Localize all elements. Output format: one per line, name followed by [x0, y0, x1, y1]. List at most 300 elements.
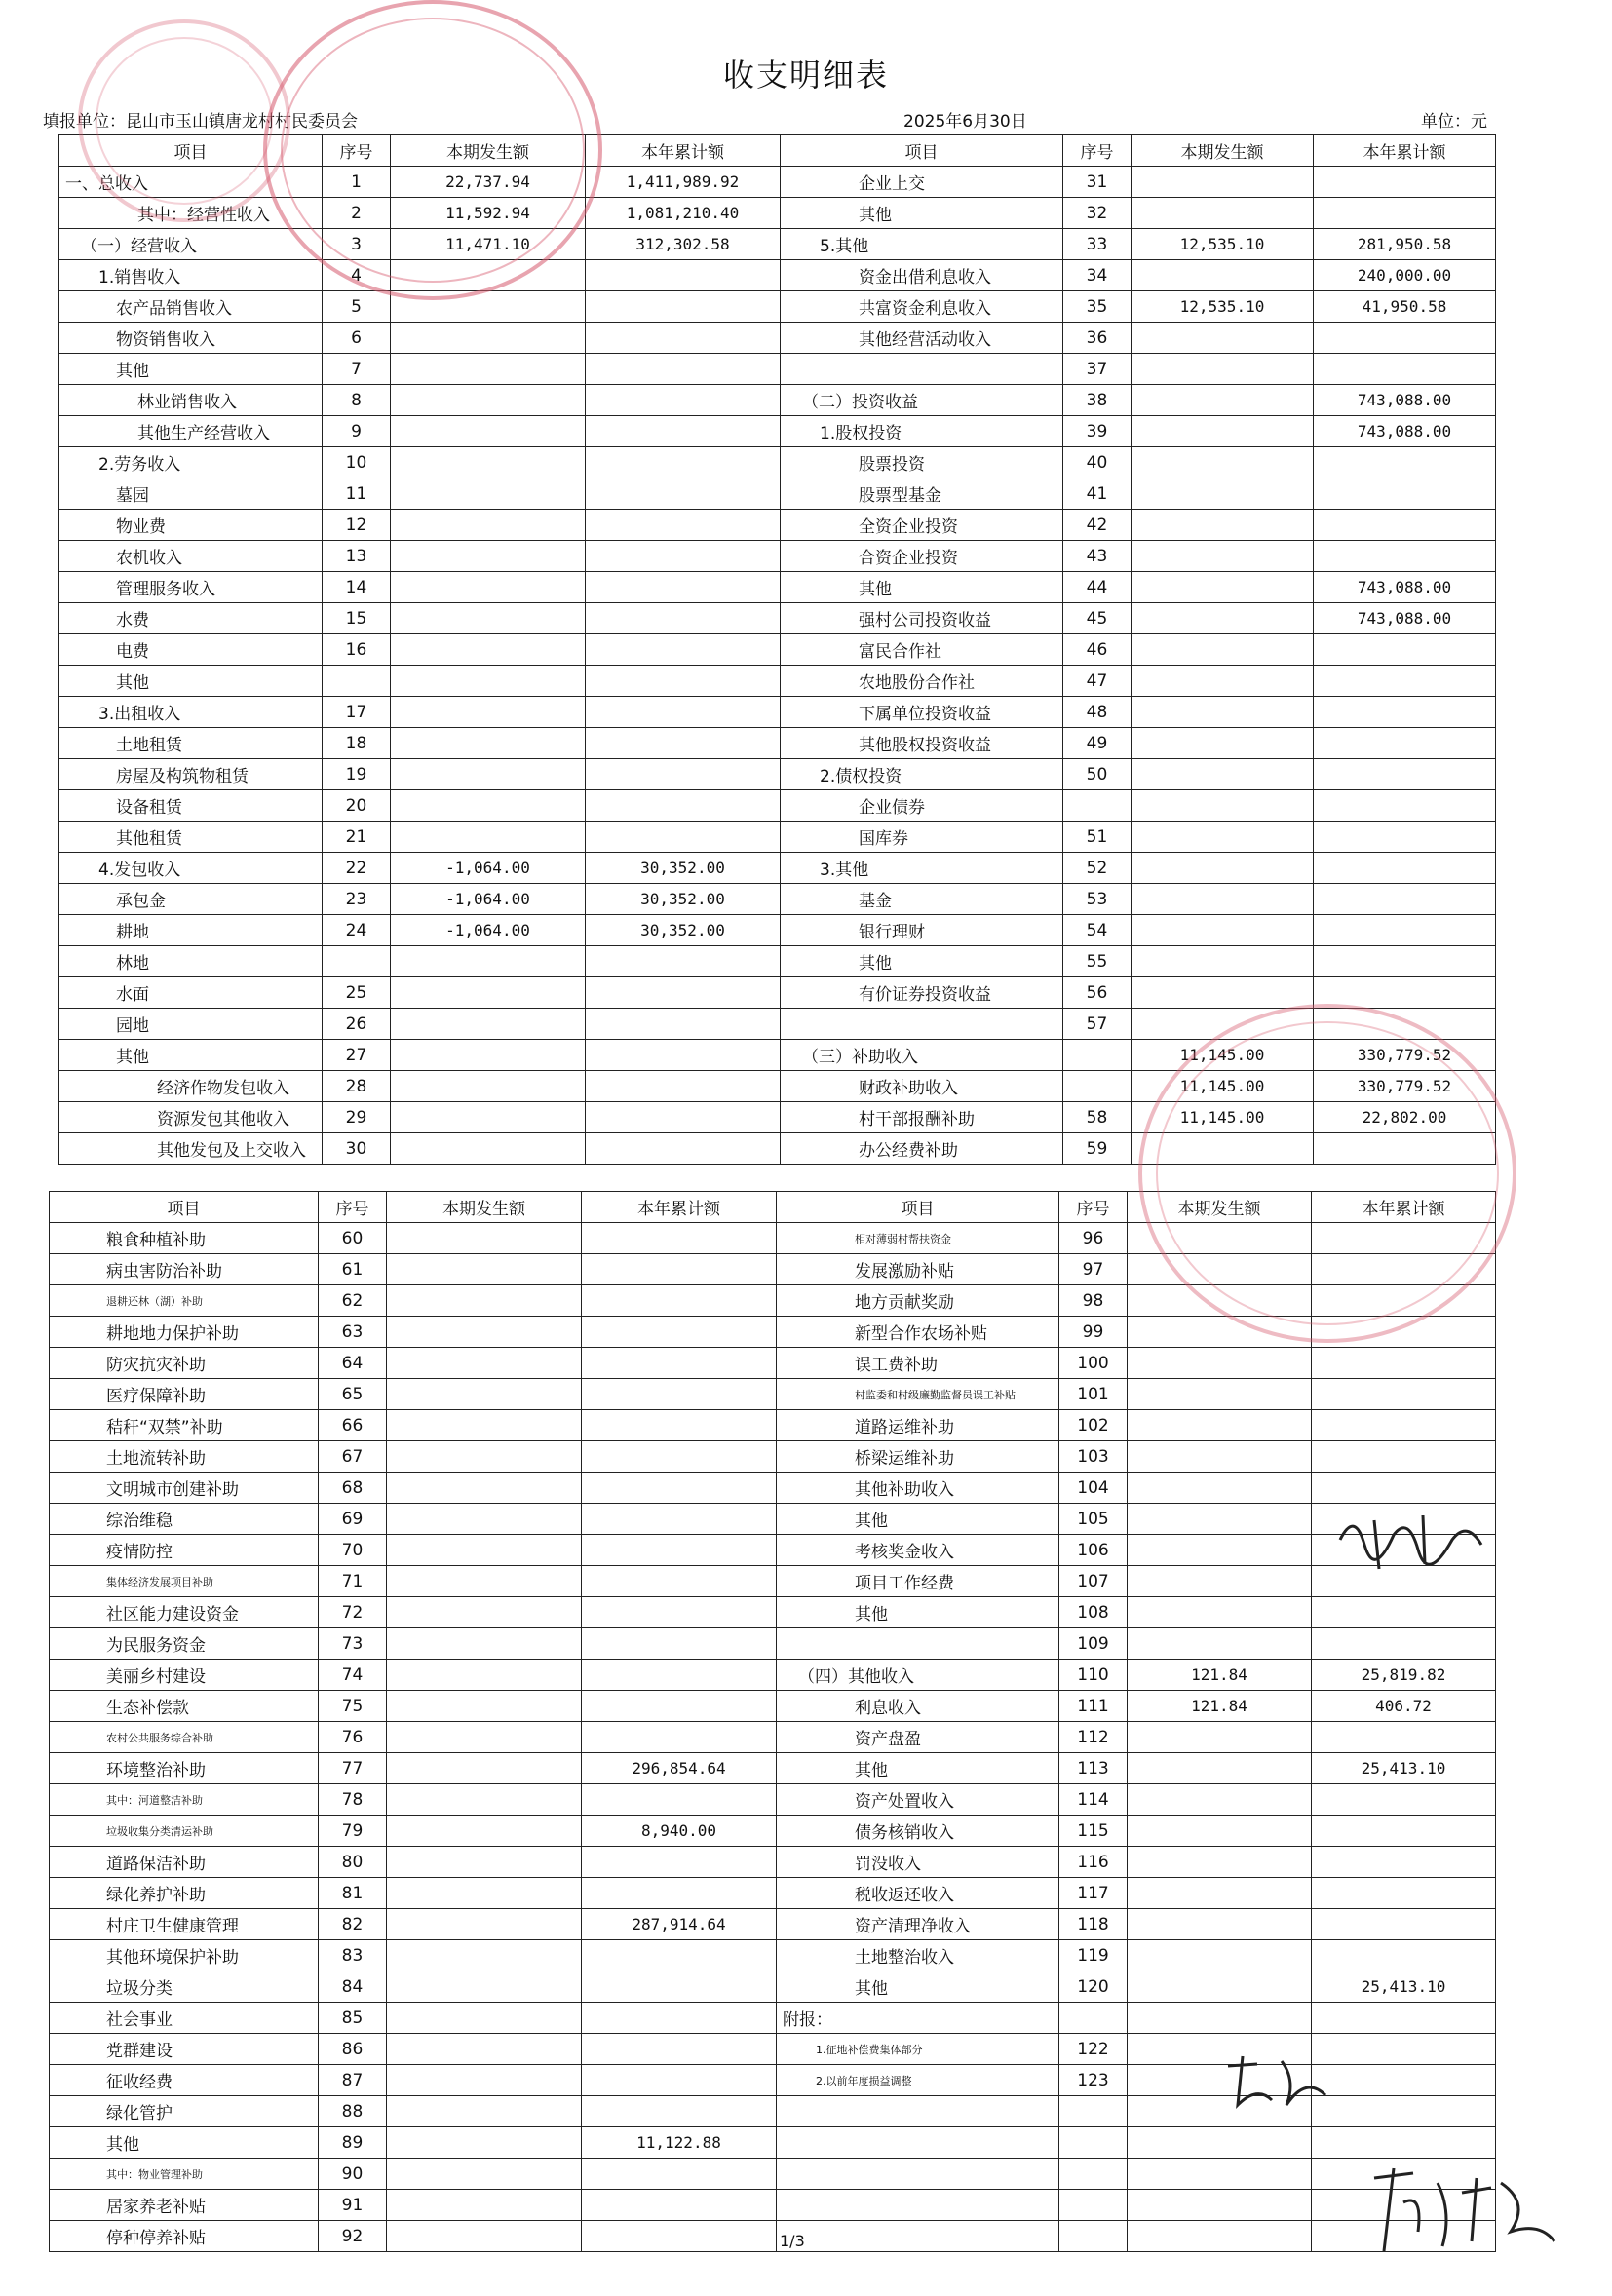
cell-l-seq: 60 — [319, 1223, 387, 1254]
cell-l-item: 党群建设 — [50, 2034, 319, 2065]
cell-r-seq: 119 — [1059, 1940, 1128, 1971]
cell-r-item: 利息收入 — [777, 1691, 1059, 1722]
table-row — [59, 354, 1496, 385]
table-row — [59, 198, 1496, 229]
table-row — [59, 447, 1496, 478]
cell-l-ytd — [582, 1784, 777, 1816]
table-row — [50, 1971, 1496, 2003]
cell-l-seq: 86 — [319, 2034, 387, 2065]
cell-r-period: 121.84 — [1128, 1691, 1312, 1722]
cell-r-seq: 104 — [1059, 1473, 1128, 1504]
cell-l-item: 水面 — [59, 977, 323, 1009]
cell-r-period — [1132, 541, 1314, 572]
cell-l-item: 其他 — [59, 354, 323, 385]
cell-l-period — [387, 1940, 582, 1971]
cell-l-period: 11,592.94 — [391, 198, 586, 229]
cell-l-ytd — [582, 1878, 777, 1909]
cell-r-ytd: 281,950.58 — [1314, 229, 1496, 260]
cell-l-item: 其他环境保护补助 — [50, 1940, 319, 1971]
cell-l-ytd — [582, 1441, 777, 1473]
cell-r-period — [1128, 2003, 1312, 2034]
cell-r-ytd: 41,950.58 — [1314, 291, 1496, 323]
cell-l-item: 农机收入 — [59, 541, 323, 572]
cell-r-ytd: 25,819.82 — [1312, 1660, 1496, 1691]
cell-r-ytd — [1314, 666, 1496, 697]
cell-r-seq: 97 — [1059, 1254, 1128, 1285]
cell-r-ytd — [1312, 2065, 1496, 2096]
cell-r-seq: 107 — [1059, 1566, 1128, 1597]
cell-r-item: 误工费补助 — [777, 1348, 1059, 1379]
cell-l-seq: 5 — [323, 291, 391, 323]
cell-l-ytd: 11,122.88 — [582, 2127, 777, 2159]
cell-r-seq: 55 — [1063, 946, 1132, 977]
cell-r-item: 1.股权投资 — [781, 416, 1063, 447]
cell-l-ytd — [586, 510, 781, 541]
cell-l-period — [387, 1348, 582, 1379]
cell-r-seq — [1059, 2096, 1128, 2127]
table-row — [59, 291, 1496, 323]
cell-r-seq: 112 — [1059, 1722, 1128, 1753]
cell-l-period — [387, 2003, 582, 2034]
cell-r-ytd — [1314, 1133, 1496, 1165]
cell-l-ytd — [586, 822, 781, 853]
cell-l-seq: 67 — [319, 1441, 387, 1473]
cell-r-period — [1132, 915, 1314, 946]
table-row — [50, 1473, 1496, 1504]
cell-r-period — [1128, 2127, 1312, 2159]
cell-l-period — [391, 1040, 586, 1071]
cell-l-seq: 69 — [319, 1504, 387, 1535]
cell-r-seq: 39 — [1063, 416, 1132, 447]
cell-r-item: （四）其他收入 — [777, 1660, 1059, 1691]
cell-l-ytd — [582, 1317, 777, 1348]
cell-r-seq: 32 — [1063, 198, 1132, 229]
cell-l-ytd — [582, 1504, 777, 1535]
cell-l-item: （一）经营收入 — [59, 229, 323, 260]
cell-l-ytd: 30,352.00 — [586, 884, 781, 915]
cell-l-ytd: 8,940.00 — [582, 1816, 777, 1847]
cell-l-period — [391, 790, 586, 822]
cell-r-item: 下属单位投资收益 — [781, 697, 1063, 728]
cell-r-item: 有价证券投资收益 — [781, 977, 1063, 1009]
cell-r-seq: 114 — [1059, 1784, 1128, 1816]
cell-r-item: 税收返还收入 — [777, 1878, 1059, 1909]
cell-l-ytd — [586, 1071, 781, 1102]
cell-l-ytd — [586, 447, 781, 478]
table-row — [50, 1753, 1496, 1784]
cell-r-seq: 111 — [1059, 1691, 1128, 1722]
cell-r-item: 企业债券 — [781, 790, 1063, 822]
cell-l-period — [387, 1628, 582, 1660]
cell-r-ytd: 25,413.10 — [1312, 1971, 1496, 2003]
cell-r-ytd — [1314, 1009, 1496, 1040]
page-number: 1/3 — [780, 2232, 805, 2250]
cell-l-item: 疫情防控 — [50, 1535, 319, 1566]
cell-l-period — [387, 1285, 582, 1317]
cell-l-item: 其他 — [59, 1040, 323, 1071]
cell-r-seq: 31 — [1063, 167, 1132, 198]
cell-r-item — [777, 2190, 1059, 2221]
table-row — [59, 167, 1496, 198]
cell-l-period — [387, 1504, 582, 1535]
cell-r-seq: 53 — [1063, 884, 1132, 915]
cell-r-ytd — [1314, 853, 1496, 884]
col-period: 本期发生额 — [1132, 135, 1314, 167]
cell-l-item: 电费 — [59, 634, 323, 666]
cell-l-item: 房屋及构筑物租赁 — [59, 759, 323, 790]
cell-r-ytd — [1312, 2003, 1496, 2034]
table-row — [59, 603, 1496, 634]
col-period: 本期发生额 — [391, 135, 586, 167]
cell-l-ytd — [586, 1133, 781, 1165]
cell-l-item: 3.出租收入 — [59, 697, 323, 728]
cell-l-ytd — [582, 2003, 777, 2034]
cell-r-item — [777, 2127, 1059, 2159]
cell-l-ytd — [586, 1040, 781, 1071]
cell-r-period — [1132, 447, 1314, 478]
cell-r-period — [1132, 260, 1314, 291]
cell-r-item: 财政补助收入 — [781, 1071, 1063, 1102]
cell-r-ytd — [1314, 354, 1496, 385]
cell-r-item: （二）投资收益 — [781, 385, 1063, 416]
table-row — [59, 853, 1496, 884]
cell-r-item: 2.债权投资 — [781, 759, 1063, 790]
cell-l-period — [391, 323, 586, 354]
cell-r-ytd — [1312, 2096, 1496, 2127]
cell-r-ytd — [1312, 1878, 1496, 1909]
cell-r-item: 其他股权投资收益 — [781, 728, 1063, 759]
cell-l-seq: 25 — [323, 977, 391, 1009]
col-item: 项目 — [59, 135, 323, 167]
cell-r-seq: 40 — [1063, 447, 1132, 478]
cell-r-ytd: 22,802.00 — [1314, 1102, 1496, 1133]
cell-r-seq: 56 — [1063, 977, 1132, 1009]
cell-r-seq — [1063, 1040, 1132, 1071]
cell-l-seq: 18 — [323, 728, 391, 759]
cell-l-seq: 83 — [319, 1940, 387, 1971]
cell-l-seq: 71 — [319, 1566, 387, 1597]
cell-r-period — [1132, 697, 1314, 728]
cell-l-ytd — [586, 946, 781, 977]
cell-l-item: 水费 — [59, 603, 323, 634]
cell-l-item: 生态补偿款 — [50, 1691, 319, 1722]
table-row — [50, 1597, 1496, 1628]
table-row — [59, 1102, 1496, 1133]
cell-r-seq — [1063, 790, 1132, 822]
cell-l-ytd — [586, 260, 781, 291]
cell-l-item: 物资销售收入 — [59, 323, 323, 354]
cell-l-seq: 19 — [323, 759, 391, 790]
table-row — [50, 2159, 1496, 2190]
cell-r-ytd — [1314, 323, 1496, 354]
cell-r-seq: 35 — [1063, 291, 1132, 323]
cell-r-item: 其他 — [777, 1971, 1059, 2003]
cell-r-period — [1132, 759, 1314, 790]
handwritten-signature — [1335, 1501, 1491, 1592]
cell-l-period: 22,737.94 — [391, 167, 586, 198]
cell-l-seq: 27 — [323, 1040, 391, 1071]
cell-l-item: 秸秆“双禁”补助 — [50, 1410, 319, 1441]
cell-r-seq: 96 — [1059, 1223, 1128, 1254]
cell-l-seq: 72 — [319, 1597, 387, 1628]
cell-r-seq: 123 — [1059, 2065, 1128, 2096]
cell-r-item: 其他经营活动收入 — [781, 323, 1063, 354]
cell-l-seq: 80 — [319, 1847, 387, 1878]
cell-r-period — [1128, 1441, 1312, 1473]
table-row — [50, 1566, 1496, 1597]
cell-r-seq — [1059, 2159, 1128, 2190]
cell-l-period — [391, 510, 586, 541]
cell-r-item — [777, 2221, 1059, 2252]
cell-l-ytd — [586, 354, 781, 385]
cell-l-ytd — [582, 1971, 777, 2003]
cell-r-period — [1128, 1909, 1312, 1940]
cell-l-ytd: 30,352.00 — [586, 853, 781, 884]
cell-r-period — [1128, 1285, 1312, 1317]
table-row — [50, 2127, 1496, 2159]
cell-l-period — [391, 478, 586, 510]
cell-r-item: 资金出借利息收入 — [781, 260, 1063, 291]
cell-r-seq: 43 — [1063, 541, 1132, 572]
cell-r-seq — [1059, 2127, 1128, 2159]
cell-l-seq: 82 — [319, 1909, 387, 1940]
cell-r-item: 罚没收入 — [777, 1847, 1059, 1878]
cell-r-period — [1128, 1473, 1312, 1504]
cell-l-seq: 62 — [319, 1285, 387, 1317]
cell-l-ytd — [582, 1566, 777, 1597]
cell-l-period — [391, 260, 586, 291]
cell-r-ytd: 743,088.00 — [1314, 603, 1496, 634]
cell-r-seq: 122 — [1059, 2034, 1128, 2065]
cell-r-item: 强村公司投资收益 — [781, 603, 1063, 634]
cell-r-ytd: 330,779.52 — [1314, 1071, 1496, 1102]
cell-l-seq: 14 — [323, 572, 391, 603]
cell-r-period — [1128, 1722, 1312, 1753]
cell-r-ytd: 406.72 — [1312, 1691, 1496, 1722]
cell-l-period — [391, 697, 586, 728]
cell-l-seq: 65 — [319, 1379, 387, 1410]
cell-r-ytd: 743,088.00 — [1314, 385, 1496, 416]
cell-l-ytd — [586, 977, 781, 1009]
cell-r-seq: 34 — [1063, 260, 1132, 291]
cell-l-period — [391, 416, 586, 447]
cell-l-ytd — [582, 1223, 777, 1254]
table-row — [50, 1254, 1496, 1285]
cell-l-item: 4.发包收入 — [59, 853, 323, 884]
cell-l-period — [387, 1597, 582, 1628]
cell-r-seq — [1059, 2003, 1128, 2034]
table-row — [50, 1317, 1496, 1348]
cell-l-period — [387, 1473, 582, 1504]
table-row — [50, 1940, 1496, 1971]
table-row — [50, 1816, 1496, 1847]
cell-l-period — [391, 1133, 586, 1165]
table-row — [59, 572, 1496, 603]
cell-r-item: 资产清理净收入 — [777, 1909, 1059, 1940]
cell-l-period — [387, 1410, 582, 1441]
report-date: 2025年6月30日 — [903, 112, 1027, 132]
cell-r-period — [1128, 1410, 1312, 1441]
currency-unit: 单位：元 — [1421, 112, 1487, 132]
cell-l-item: 环境整治补助 — [50, 1753, 319, 1784]
table-row — [59, 915, 1496, 946]
table-row — [50, 1660, 1496, 1691]
cell-r-period — [1128, 1597, 1312, 1628]
cell-r-period — [1128, 1379, 1312, 1410]
cell-l-period: 11,471.10 — [391, 229, 586, 260]
cell-r-period — [1128, 1223, 1312, 1254]
table-row — [50, 1628, 1496, 1660]
cell-r-period — [1132, 198, 1314, 229]
cell-r-period — [1132, 354, 1314, 385]
cell-r-seq: 59 — [1063, 1133, 1132, 1165]
cell-r-item: 资产盘盈 — [777, 1722, 1059, 1753]
cell-l-item: 其他发包及上交收入 — [59, 1133, 323, 1165]
cell-l-ytd — [586, 634, 781, 666]
table-row — [50, 1379, 1496, 1410]
cell-l-item: 耕地地力保护补助 — [50, 1317, 319, 1348]
cell-r-period — [1128, 1535, 1312, 1566]
cell-l-ytd — [586, 728, 781, 759]
page-title: 收支明细表 — [722, 57, 889, 94]
cell-l-item: 墓园 — [59, 478, 323, 510]
table-row — [59, 385, 1496, 416]
cell-r-period — [1132, 323, 1314, 354]
cell-l-item: 经济作物发包收入 — [59, 1071, 323, 1102]
cell-r-period — [1132, 853, 1314, 884]
cell-r-item: （三）补助收入 — [781, 1040, 1063, 1071]
cell-l-seq: 4 — [323, 260, 391, 291]
cell-l-item: 道路保洁补助 — [50, 1847, 319, 1878]
cell-r-seq: 45 — [1063, 603, 1132, 634]
cell-l-item: 停种停养补贴 — [50, 2221, 319, 2252]
cell-r-item: 道路运维补助 — [777, 1410, 1059, 1441]
cell-r-seq: 106 — [1059, 1535, 1128, 1566]
cell-r-period — [1128, 1878, 1312, 1909]
cell-l-item: 物业费 — [59, 510, 323, 541]
cell-r-ytd — [1312, 1816, 1496, 1847]
cell-l-seq: 15 — [323, 603, 391, 634]
cell-r-period — [1132, 884, 1314, 915]
cell-l-seq: 17 — [323, 697, 391, 728]
cell-l-seq: 8 — [323, 385, 391, 416]
cell-r-seq: 46 — [1063, 634, 1132, 666]
cell-l-item: 美丽乡村建设 — [50, 1660, 319, 1691]
cell-r-period — [1128, 2190, 1312, 2221]
table-row — [59, 260, 1496, 291]
cell-l-period — [387, 1722, 582, 1753]
cell-l-item: 居家养老补贴 — [50, 2190, 319, 2221]
cell-l-item: 为民服务资金 — [50, 1628, 319, 1660]
cell-l-ytd — [586, 572, 781, 603]
col-item: 项目 — [781, 135, 1063, 167]
table-row — [50, 1504, 1496, 1535]
cell-r-seq: 99 — [1059, 1317, 1128, 1348]
cell-r-item: 其他补助收入 — [777, 1473, 1059, 1504]
cell-r-item: 股票型基金 — [781, 478, 1063, 510]
cell-l-period — [387, 2221, 582, 2252]
cell-r-ytd — [1312, 1940, 1496, 1971]
cell-r-item: 5.其他 — [781, 229, 1063, 260]
cell-r-item: 企业上交 — [781, 167, 1063, 198]
cell-r-item: 发展激励补贴 — [777, 1254, 1059, 1285]
cell-l-seq: 7 — [323, 354, 391, 385]
cell-l-period — [391, 728, 586, 759]
cell-l-item: 社会事业 — [50, 2003, 319, 2034]
cell-r-ytd — [1314, 915, 1496, 946]
cell-l-item: 文明城市创建补助 — [50, 1473, 319, 1504]
cell-l-period — [391, 1009, 586, 1040]
cell-l-ytd: 296,854.64 — [582, 1753, 777, 1784]
col-seq: 序号 — [323, 135, 391, 167]
cell-r-seq: 37 — [1063, 354, 1132, 385]
cell-r-seq: 109 — [1059, 1628, 1128, 1660]
cell-r-ytd — [1314, 728, 1496, 759]
cell-r-ytd — [1314, 822, 1496, 853]
cell-l-seq: 63 — [319, 1317, 387, 1348]
cell-r-item: 2.以前年度损益调整 — [777, 2065, 1059, 2096]
cell-l-ytd — [582, 2034, 777, 2065]
cell-r-seq: 44 — [1063, 572, 1132, 603]
cell-r-item: 其他 — [777, 1597, 1059, 1628]
cell-l-seq: 13 — [323, 541, 391, 572]
cell-r-item: 考核奖金收入 — [777, 1535, 1059, 1566]
table-row — [59, 728, 1496, 759]
cell-l-item: 其他 — [59, 666, 323, 697]
handwritten-signature — [1364, 2154, 1559, 2265]
cell-l-item: 垃圾分类 — [50, 1971, 319, 2003]
table-row — [50, 1348, 1496, 1379]
cell-r-period — [1128, 1254, 1312, 1285]
cell-l-period — [391, 759, 586, 790]
cell-r-ytd — [1312, 1317, 1496, 1348]
table-row — [50, 2221, 1496, 2252]
cell-l-ytd: 287,914.64 — [582, 1909, 777, 1940]
cell-r-ytd — [1312, 1223, 1496, 1254]
col-ytd: 本年累计额 — [1314, 135, 1496, 167]
cell-l-seq: 24 — [323, 915, 391, 946]
table-row — [50, 1909, 1496, 1940]
cell-r-period — [1128, 1504, 1312, 1535]
cell-r-seq: 50 — [1063, 759, 1132, 790]
cell-r-seq: 38 — [1063, 385, 1132, 416]
cell-r-ytd — [1314, 759, 1496, 790]
cell-r-ytd — [1314, 790, 1496, 822]
cell-l-period — [391, 572, 586, 603]
cell-l-item: 绿化管护 — [50, 2096, 319, 2127]
cell-r-seq — [1059, 2190, 1128, 2221]
cell-r-ytd — [1314, 198, 1496, 229]
income-table-1 — [58, 134, 1496, 1165]
table-row — [59, 946, 1496, 977]
cell-l-ytd — [582, 2221, 777, 2252]
cell-r-ytd — [1314, 884, 1496, 915]
col-item: 项目 — [777, 1192, 1059, 1223]
cell-l-ytd — [586, 1102, 781, 1133]
cell-r-item — [781, 354, 1063, 385]
cell-l-seq: 28 — [323, 1071, 391, 1102]
cell-r-item: 土地整治收入 — [777, 1940, 1059, 1971]
table-row — [50, 1691, 1496, 1722]
cell-r-ytd — [1312, 1379, 1496, 1410]
cell-l-item: 2.劳务收入 — [59, 447, 323, 478]
cell-l-item: 防灾抗灾补助 — [50, 1348, 319, 1379]
cell-l-ytd — [586, 416, 781, 447]
cell-l-period — [391, 666, 586, 697]
cell-r-item: 1.征地补偿费集体部分 — [777, 2034, 1059, 2065]
cell-r-item: 全资企业投资 — [781, 510, 1063, 541]
cell-l-ytd — [582, 1660, 777, 1691]
